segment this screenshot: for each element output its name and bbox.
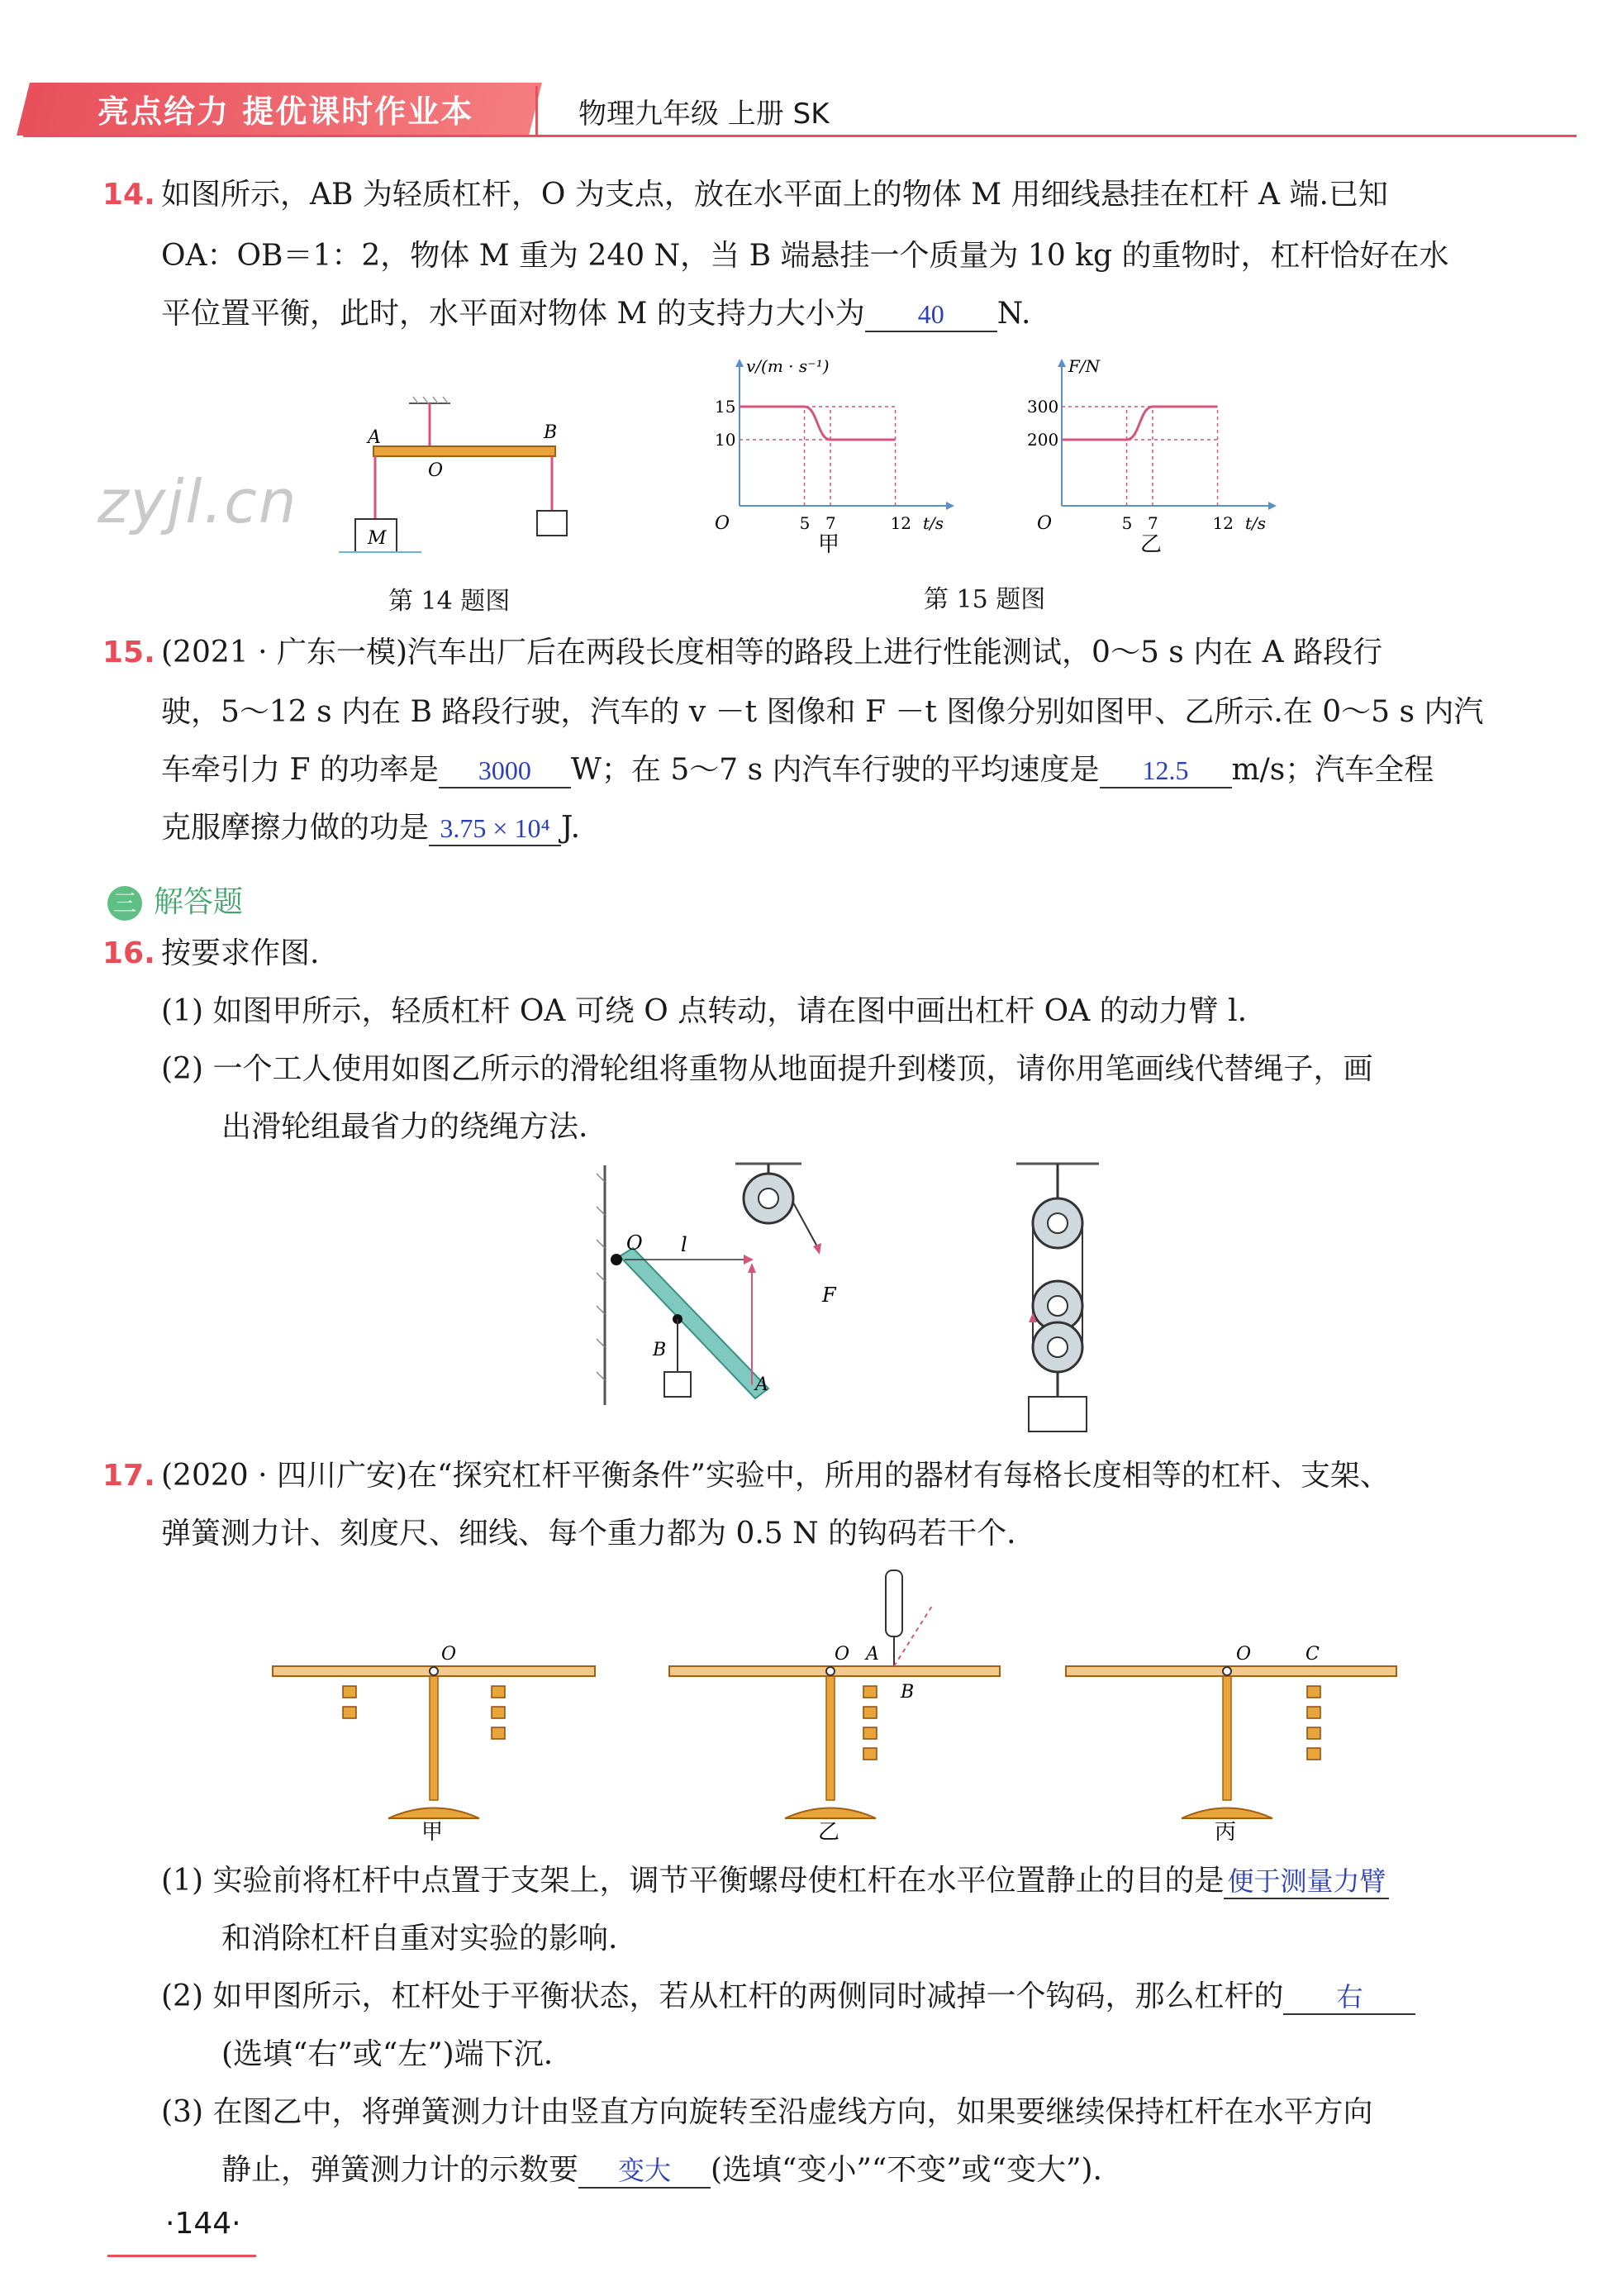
x-tick-label: 5: [1121, 513, 1133, 533]
label-jia: 甲: [421, 1820, 444, 1845]
subject-title: 物理九年级 上册 SK: [578, 98, 830, 131]
q17-answer1: 便于测量力臂: [1224, 1865, 1389, 1899]
q14-line1: 如图所示，AB 为轻质杠杆，O 为支点，放在水平面上的物体 M 用细线悬挂在杠杆 A 端.已知: [161, 178, 1388, 212]
q17-part2-line1: [161, 1977, 1415, 2017]
load-box: [1029, 1397, 1087, 1431]
section-number-icon: 三: [107, 886, 142, 921]
q17-number: 17.: [102, 1459, 155, 1493]
hanging-weight: [664, 1372, 691, 1397]
label-l: l: [681, 1233, 687, 1256]
label-A: A: [866, 1644, 879, 1665]
page-rule: [107, 2255, 256, 2257]
label-C: C: [1306, 1644, 1320, 1665]
chart-label: 甲: [818, 532, 840, 557]
q16-part2-line2: 出滑轮组最省力的绕绳方法.: [221, 1110, 588, 1144]
q17-part1-line2: 和消除杠杆自重对实验的影响.: [221, 1922, 618, 1955]
q14-number: 14.: [102, 178, 155, 212]
fig16-lever-pulley-diagram: [595, 1157, 1322, 1438]
label-B: B: [544, 422, 558, 443]
q15-line4: [161, 808, 580, 848]
label-B: B: [653, 1340, 667, 1360]
page-number: ·144·: [165, 2207, 241, 2241]
xlabel: t/s: [923, 513, 944, 533]
q15-line3-text-b: W；在 5～7 s 内汽车行驶的平均速度是: [570, 753, 1100, 787]
q16-part1: (1) 如图甲所示，轻质杠杆 OA 可绕 O 点转动，请在图中画出杠杆 OA 的动力臂 l.: [161, 994, 1248, 1028]
label-A: A: [755, 1374, 768, 1395]
q15-number: 15.: [102, 636, 155, 669]
y-tick-label: 300: [1027, 397, 1059, 417]
ylabel: F/N: [1068, 356, 1101, 376]
q14-line2: OA：OB＝1：2，物体 M 重为 240 N，当 B 端悬挂一个质量为 10 kg 的重物时，杠杆恰好在水: [161, 239, 1449, 273]
x-tick-label: 12: [1212, 513, 1234, 533]
label-O: O: [441, 1644, 457, 1665]
label-yi: 乙: [818, 1820, 840, 1845]
x-tick-label: 12: [890, 513, 912, 533]
origin-label: O: [1037, 513, 1053, 534]
q15-unit: J.: [561, 811, 581, 845]
q17-part2-line2: (选填“右”或“左”)端下沉.: [221, 2037, 554, 2071]
q15-answer-speed: 12.5: [1100, 754, 1232, 788]
q15-line2: 驶，5～12 s 内在 B 路段行驶，汽车的 v －t 图像和 F －t 图像分别如图甲、乙所示.在 0～5 s 内汽: [161, 695, 1484, 729]
q17-answer3: 变大: [578, 2154, 711, 2189]
fig15-chart-jia: [706, 357, 954, 564]
arm-arrow-icon: [744, 1255, 754, 1265]
lever-bing: [1066, 1644, 1396, 1845]
q17-part1-line1: [161, 1861, 1389, 1901]
weight-B: [537, 511, 567, 536]
chart-label: 乙: [1140, 532, 1163, 557]
spring-scale-icon: [886, 1570, 902, 1636]
lever-jia: [273, 1644, 595, 1845]
q15-answer-work: 3.75 × 10⁴: [429, 812, 561, 846]
x-arrow-icon: [946, 502, 954, 510]
label-O: O: [835, 1644, 850, 1665]
ylabel: v/(m · s⁻¹): [746, 356, 830, 376]
q16-number: 16.: [102, 936, 155, 970]
q14-answer: 40: [865, 298, 997, 332]
lever-OA: [620, 1248, 768, 1398]
fig17-lever-experiments: [264, 1562, 1405, 1843]
q17-part3-options: (选填“变小”“不变”或“变大”).: [711, 2153, 1102, 2187]
header-rule: [23, 135, 1577, 137]
q17-part3-line1: (3) 在图乙中，将弹簧测力计由竖直方向旋转至沿虚线方向，如果要继续保持杠杆在水平方向: [161, 2095, 1373, 2129]
label-F: F: [822, 1284, 836, 1307]
q16-part2-line1: (2) 一个工人使用如图乙所示的滑轮组将重物从地面提升到楼顶，请你用笔画线代替绳子，画: [161, 1052, 1373, 1086]
q17-line1: (2020 · 四川广安)在“探究杠杆平衡条件”实验中，所用的器材有每格长度相等的杠杆、支架、: [161, 1459, 1390, 1493]
lever-yi: [669, 1570, 1000, 1845]
q15-line3-text-c: m/s；汽车全程: [1231, 753, 1434, 787]
fig14-caption: 第 14 题图: [388, 587, 511, 616]
q17-line2: 弹簧测力计、刻度尺、细线、每个重力都为 0.5 N 的钩码若干个.: [161, 1517, 1016, 1551]
series-line: [1062, 407, 1218, 440]
force-arrow-icon: [748, 1263, 756, 1273]
x-tick-label: 7: [1148, 513, 1158, 533]
pull-arrow-icon: [813, 1243, 821, 1255]
y-arrow-icon: [1058, 359, 1066, 367]
q14-line3-text: 平位置平衡，此时，水平面对物体 M 的支持力大小为: [161, 297, 865, 331]
q16-line1: 按要求作图.: [161, 936, 320, 970]
y-arrow-icon: [735, 359, 744, 367]
q14-unit: N.: [996, 297, 1031, 331]
fig15-caption: 第 15 题图: [924, 585, 1046, 614]
series-title: 亮点给力 提优课时作业本: [97, 93, 474, 130]
q15-line3: [161, 750, 1434, 790]
x-tick-label: 5: [799, 513, 811, 533]
section-heading: [107, 879, 243, 921]
q17-answer2: 右: [1283, 1980, 1415, 2015]
y-tick-label: 15: [715, 397, 736, 417]
fig15-chart-yi: [1029, 357, 1277, 564]
fig16-top-pulley: [735, 1164, 837, 1307]
header-divider: [535, 86, 538, 136]
label-M: M: [368, 528, 387, 549]
label-A: A: [368, 427, 381, 448]
label-bing: 丙: [1215, 1820, 1237, 1845]
section-title: 解答题: [154, 885, 244, 919]
watermark: zyjl.cn: [97, 467, 298, 536]
rope-F: [793, 1203, 818, 1248]
q17-part1-text: (1) 实验前将杠杆中点置于支架上，调节平衡螺母使杠杆在水平位置静止的目的是: [161, 1864, 1225, 1898]
q17-part2-text: (2) 如甲图所示，杠杆处于平衡状态，若从杠杆的两侧同时减掉一个钩码，那么杠杆的: [161, 1979, 1284, 2013]
origin-label: O: [715, 513, 730, 534]
q15-line1: (2021 · 广东一模)汽车出厂后在两段长度相等的路段上进行性能测试，0～5 s 内在 A 路段行: [161, 636, 1383, 669]
x-tick-label: 7: [825, 513, 836, 533]
label-O: O: [1236, 1644, 1252, 1665]
q15-line4-text: 克服摩擦力做的功是: [161, 811, 430, 845]
q15-answer-power: 3000: [439, 754, 571, 788]
pivot-O-icon: [611, 1254, 622, 1265]
label-O: O: [626, 1231, 643, 1255]
y-tick-label: 200: [1027, 430, 1059, 450]
q17-part3-line2: [221, 2151, 1102, 2190]
label-O: O: [428, 460, 444, 481]
ceiling-hatch: [409, 397, 450, 403]
lever-bar: [373, 446, 555, 456]
label-B: B: [901, 1682, 915, 1703]
y-tick-label: 10: [715, 430, 736, 450]
q14-line3: [161, 294, 1030, 334]
fig14-lever-diagram: [331, 395, 595, 577]
q15-line3-text-a: 车牵引力 F 的功率是: [161, 753, 439, 787]
fig16-yi-pulley-block: [1016, 1164, 1099, 1431]
xlabel: t/s: [1245, 513, 1267, 533]
series-line: [740, 407, 896, 440]
q17-part3-text: 静止，弹簧测力计的示数要: [221, 2153, 579, 2187]
x-arrow-icon: [1268, 502, 1277, 510]
